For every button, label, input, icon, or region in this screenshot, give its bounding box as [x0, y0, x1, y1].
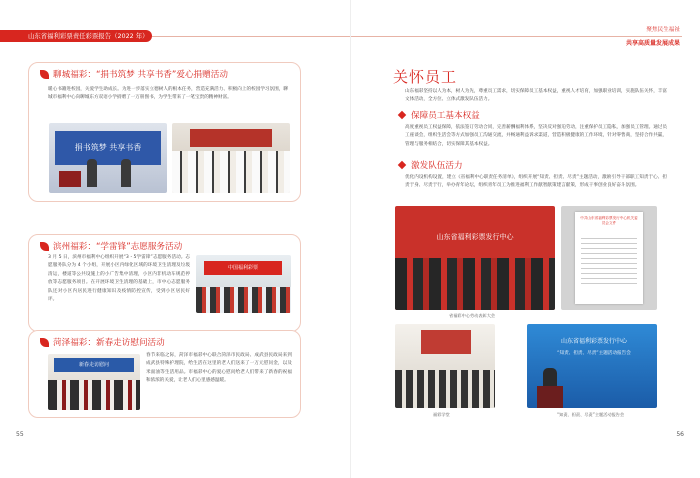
leaf-icon [40, 70, 49, 79]
header-divider [351, 36, 682, 37]
leaf-icon [40, 338, 49, 347]
page-title: 关怀员工 [393, 68, 458, 86]
header-tag-2: 共享高质量发展成果 [625, 40, 680, 47]
heze-photo [48, 354, 140, 410]
board [190, 129, 272, 147]
report-title: 山东省福利彩票责任彩票报告（2022 年） [28, 32, 149, 40]
banner: 新春走访慰问 [54, 358, 134, 372]
caption-award: 省福彩中心劳动表彰大会 [449, 313, 496, 318]
liaocheng-photo-2 [172, 123, 290, 193]
header-divider [152, 36, 350, 37]
right-page [350, 0, 700, 478]
intro-text: 山东福彩坚持以人为本，树人为先，尊重员工需求，切实保障员工基本权益，重视人才培育，加强职业培训，实施队伍关怀，丰富文体活动，全方位、立体式激发队伍活力。 [405, 89, 667, 103]
document-paper [575, 212, 643, 304]
people [87, 159, 97, 187]
subsection-rights-title: 保障员工基本权益 [397, 109, 480, 121]
banner: 中国福利彩票 [204, 261, 282, 275]
section-binzhou-text: 3 月 5 日，滨州市福利中心组织开展“3・5学雷锋”志愿服务活动。志愿服务队分为 4 个小组，开展小区内绿化区域的环境卫生清理及垃圾清运，楼道等公共设施上的小广告集中清理，小区内非机动车规范停放等志愿服务项目。在开展环境卫生清理的基础上，市中心志愿服务队还对小区内居民进行健康知识及疫情防控宣传，受到小区居民好评。 [48, 255, 190, 303]
report-meeting-photo [527, 324, 657, 408]
section-heze-title: 菏泽福彩：新春走访慰问活动 [40, 336, 165, 348]
section-liaocheng-title: 聊城福彩：“捐书筑梦 共享书香”爱心捐赠活动 [40, 68, 228, 80]
official-document-photo [561, 206, 657, 310]
audience [395, 370, 495, 408]
section-heze-text: 春节来临之际，菏泽市福彩中心联合菏泽市民政局、成武县民政局来到成武县特殊护理院，给生活在这里的老人们送来了一万元慰问金，以及米面油等生活用品。市福彩中心的爱心慰问给老人们带来了新春的祝福和浓浓的关爱，让老人们心里感感温暖。 [146, 353, 292, 384]
subsection-rights-text: 高度重视员工权益保障，依法签订劳动合同，完善薪酬福利体系，坚决反对强迫劳动，注重保护员工隐私，加强员工管理。通过员工座谈会，组织生活会等方式加强员工沟通交流，并畅通利益诉求渠道，营造积极健康的工作环境，针对零售商，坚持合作共赢，管理与服务相结合，切实保障其基本权益。 [405, 125, 667, 147]
banner: 山东省福利彩票发行中心 [436, 233, 514, 241]
liaocheng-photo-1 [49, 123, 167, 193]
screen [421, 330, 471, 354]
caption-meeting: “知责、担责、尽责”主题活动报告会 [557, 412, 625, 417]
page-number-right: 56 [676, 431, 684, 438]
diamond-icon [398, 161, 406, 169]
class-photo [395, 324, 495, 408]
people [48, 380, 140, 410]
banner: 山东省福利彩票发行中心 [560, 338, 627, 345]
page-number-left: 55 [16, 431, 24, 438]
diamond-icon [398, 111, 406, 119]
subsection-vitality-text: 优化内设机构设置，建立《省福利中心职责任务清单》，组织开展“知责、担责、尽责”主题活动，激励引导干部职工知责于心、担责于身、尽责于行，举办青年论坛，组织青年员工为推进福利工作献智献策建言献策，形成干事创业良好奋斗氛围。 [405, 175, 667, 189]
podium [59, 171, 81, 187]
banner: 捐书筑梦 共享书香 [55, 131, 161, 165]
bicycles [196, 287, 291, 313]
header-tag-1: 聚焦民生福祉 [646, 27, 680, 33]
section-liaocheng-text: 暖心书籍进校园，关爱学生助成长。为进一步落实立德树人的根本任务，营造充满活力、积极向上的校园学习氛围，聊城市福利中心向聊城东方双语小学捐赠了一万册图书，为学生带来了一笔宝贵的精神财富。 [48, 87, 288, 101]
podium [537, 386, 563, 408]
subsection-vitality-title: 激发队伍活力 [397, 159, 463, 171]
caption-class: 福彩学堂 [433, 412, 450, 417]
section-binzhou-title: 滨州福彩：“学雷锋”志愿服务活动 [40, 240, 182, 252]
document-header: 中共山东省福利彩票发行中心机关委员会文件 [580, 216, 638, 225]
people [121, 159, 131, 187]
award-ceremony-photo [395, 206, 555, 310]
students [172, 151, 290, 193]
document-lines [581, 234, 637, 284]
leaf-icon [40, 242, 49, 251]
binzhou-photo [196, 255, 291, 313]
banner-sub: “知责、担责、尽责”主题活动报告会 [557, 351, 631, 356]
people [395, 258, 555, 310]
